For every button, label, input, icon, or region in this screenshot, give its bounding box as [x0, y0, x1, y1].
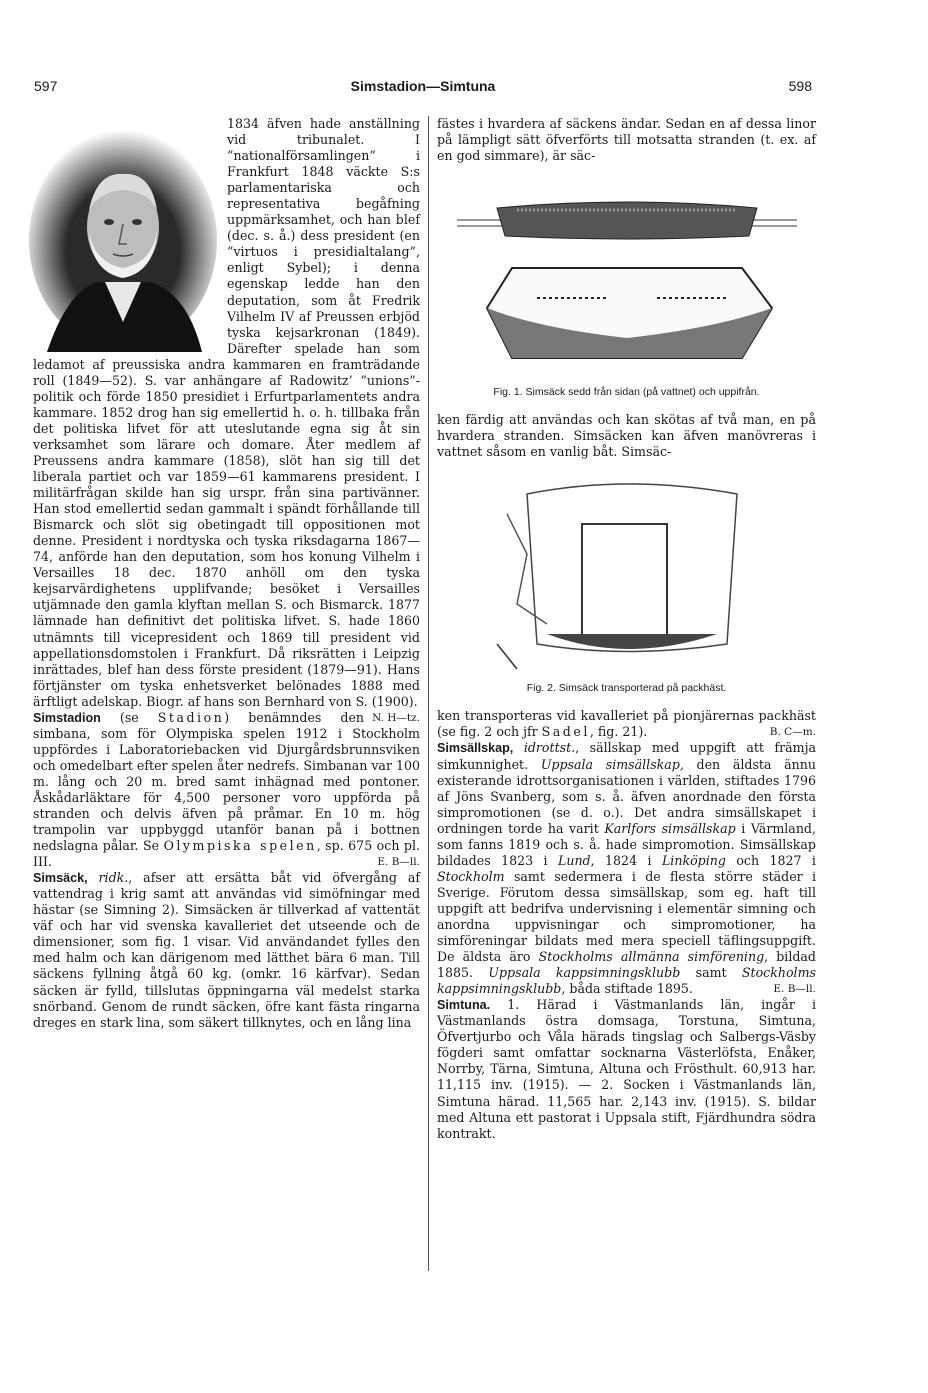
society-name: Uppsala kappsimningsklubb — [488, 965, 681, 981]
author-signature: B. C—m. — [769, 726, 816, 739]
portrait-illustration — [27, 122, 219, 352]
figure-1-caption: Fig. 1. Simsäck sedd från sidan (på vattnet) och uppifrån. — [493, 386, 760, 399]
entry-text: och 1827 i — [736, 852, 816, 868]
cross-reference-olympiska-spelen: Olympiska spelen — [163, 838, 317, 854]
page-number-left: 597 — [34, 78, 58, 94]
entry-text: , afser att ersätta båt vid öfvergång af vattendrag i krig samt att användas vid simöfningar med hästar (se Simning 2). Simsäcken är tillverkad af vattentät väf och har vid svenska kavalleriet det utseende och de dimensioner, som fig. 1 visar. Vid användandet fylles den med halm och kan därigenom med lätthet bära 6 man. Till säckens fyllning åtgå 60 kg. (omkr. 16 kärfvar). Sedan säcken är fylld, tillslutas öppningarna väl medelst starka snörband. Genom de rundt säcken, öfre kant fästa ringarna dreges en stark lina, som säkert tillknytes, och en lång lina — [33, 870, 420, 1030]
continued-biography: 1834 äfven hade anställning vid tribunalet. I ”nationalförsamlingen” i Frankfurt 1848 väckte S:s parlamentariska och representativa begåfning uppmärksamhet, och han blef (dec. s. å.) dess president (en ”virtuos i presidialtalang”, enligt Sybel); i denna egenskap ledde han den deputation, som åt Fredrik Vilhelm IV af Preussen erbjöd tyska kejsarkronan (1849). Därefter spelade han som ledamot af preussiska andra kammaren en framträdande roll (1849—52). S. var anhängare af Radowitz’ ”unions”-politik och förde 1850 presidiet i Erfurtparlamentets andra kammare. 1852 drog han sig emellertid h. o. h. tillbaka från det politiska lifvet för att uteslutande egna sig åt sin verksamhet som lärare och domare. Åter medlem af Preussens andra kammare (1858), slöt han sig till det liberala partiet och var 1859—61 kammarens president. I militärfrågan skilde han sig urspr. från sina partivänner. Han stod emellertid sedan gammalt i spändt förhållande till Bismarck och slöt sig obetingadt till oppositionen mot denne. President i nordtyska och tyska riksdagarna 1867—74, anförde han den deputation, som hos konung Vilhelm i Versailles 18 dec. 1870 anhöll om den tyska kejsarvärdighetens upplifvande; besöket i Versailles utjämnade den gamla klyftan mellan S. och Bismarck. 1877 lämnade han definitivt det politiska lifvet. S. hade 1860 utnämnts till vicepresident och 1869 till president vid appellationsdomstolen i Frankfurt. Då riksrätten i Leipzig inrättades, blef han dess förste president (1879—91). Hans förtjänster om tyska enhetsverket belönades 1888 med ärftligt adelskap. Biogr. af hans son Bernhard von S. (1900). — [33, 116, 420, 709]
left-column — [33, 116, 420, 1031]
entry-text: , båda stiftade 1895. — [561, 981, 693, 997]
entry-text: samt — [695, 965, 727, 981]
column-divider — [428, 116, 429, 1271]
author-signature: E. B—ll. — [377, 856, 420, 869]
entry-text: , fig. 21). — [589, 724, 648, 740]
place-name: Stockholm — [437, 868, 505, 884]
subject-abbreviation: idrottst. — [523, 740, 576, 756]
entry-continuation: ken färdig att användas och kan skötas af två man, en på hvardera stranden. Simsäcken kan äfven manövreras i vattnet såsom en vanlig båt. Simsäc- — [437, 412, 816, 460]
page-header — [34, 78, 812, 100]
society-name: Stockholms kappsimningsklubb — [437, 965, 816, 997]
headword-simsallskap: Simsällskap, — [437, 741, 514, 756]
society-name: Karlfors simsällskap — [604, 820, 736, 836]
running-title: Simstadion—Simtuna — [350, 78, 496, 94]
entry-text: i Värmland, som fanns 1819 och s. å. hade simpromotion. Simsällskap bildades 1823 i — [437, 820, 816, 868]
entry-text: ken transporteras vid kavalleriet på pionjärernas packhäst (se fig. 2 och jfr — [437, 708, 816, 740]
headword-simstadion: Simstadion — [33, 710, 101, 725]
page-number-right: 598 — [788, 78, 812, 94]
figure-2-packhorse — [487, 474, 767, 674]
society-name: Stockholms allmänna simförening — [538, 949, 765, 965]
entry-text: , 1824 i — [590, 852, 652, 868]
entry-text: 1. Härad i Västmanlands län, ingår i Västmanlands östra domsaga, Torstuna, Simtuna, Öfvertjurbo och Våla härads tingslag och Salbergs-Väsby fögderi samt omfattar socknarna Västerlöfsta, Enåker, Norrby, Tärna, Simtuna, Altuna och Frösthult. 60,913 har. 11,115 inv. (1915). — 2. Socken i Västmanlands län, Simtuna härad. 11,565 har. 2,143 inv. (1915). S. bildar med Altuna ett pastorat i Uppsala stift, Fjärdhundra södra kontrakt. — [437, 997, 816, 1141]
society-name: Uppsala simsällskap, — [540, 756, 684, 772]
entry-text: den äldsta ännu existerande idrottsorganisationen i världen, stiftades 1796 af Jöns Svanberg, som s. å. äfven anordnade den första simpromotionen (se d. o.). Det andra simsällskapet i ordningen torde ha varit — [437, 756, 816, 836]
place-name: Lund — [557, 852, 591, 868]
author-signature: N. H—tz. — [372, 711, 420, 724]
entry-text: ) benämndes den simbana, som för Olympiska spelen 1912 i Stockholm uppfördes i Laboratoriebacken vid Djurgårdsbrunnsviken och omedelbart efter spelen åter nedrefs. Simbanan var 100 m. lång och 20 m. bred samt inhägnad med pontoner. Åskådarläktare för 4,500 personer voro uppförda på stranden och delvis äfven på pråmar. En 10 m. hög trampolin var uppbyggd utanför banan på i bottnen nedslagna pålar. Se — [33, 709, 421, 854]
subject-abbreviation: ridk. — [98, 870, 129, 886]
entry-text: , sp. 675 och pl. III. — [33, 838, 420, 870]
figure-2-caption: Fig. 2. Simsäck transporterad på packhäst. — [526, 682, 727, 695]
right-column — [437, 116, 816, 1142]
cross-reference-sadel: Sadel — [541, 724, 590, 740]
headword-simsack: Simsäck, — [33, 871, 88, 886]
figure-1-swim-sack — [457, 178, 797, 378]
headword-simtuna: Simtuna. — [437, 998, 491, 1013]
entry-text: , sällskap med uppgift att främja simkunnighet. — [437, 740, 816, 772]
cross-reference-stadion: Stadion — [157, 709, 225, 725]
entry-text: samt sedermera i de flesta större städer i Sverige. Förutom dessa simsällskap, som eg. haft till uppgift att bedrifva undervisning i elementär simning och anordna uppvisningar och simpromotioner, ha simföreningar bildats med mera speciell täflingsuppgift. De äldsta äro — [437, 868, 816, 965]
entry-continuation: fästes i hvardera af säckens ändar. Sedan en af dessa linor på lämpligt sätt öfverförts till motsatta stranden (t. ex. af en god simmare), är säc- — [437, 116, 816, 164]
entry-text: (se — [119, 709, 139, 725]
place-name: Linköping — [661, 852, 726, 868]
author-signature: E. B—ll. — [773, 983, 816, 996]
entry-text: , bildad 1885. — [437, 949, 816, 981]
